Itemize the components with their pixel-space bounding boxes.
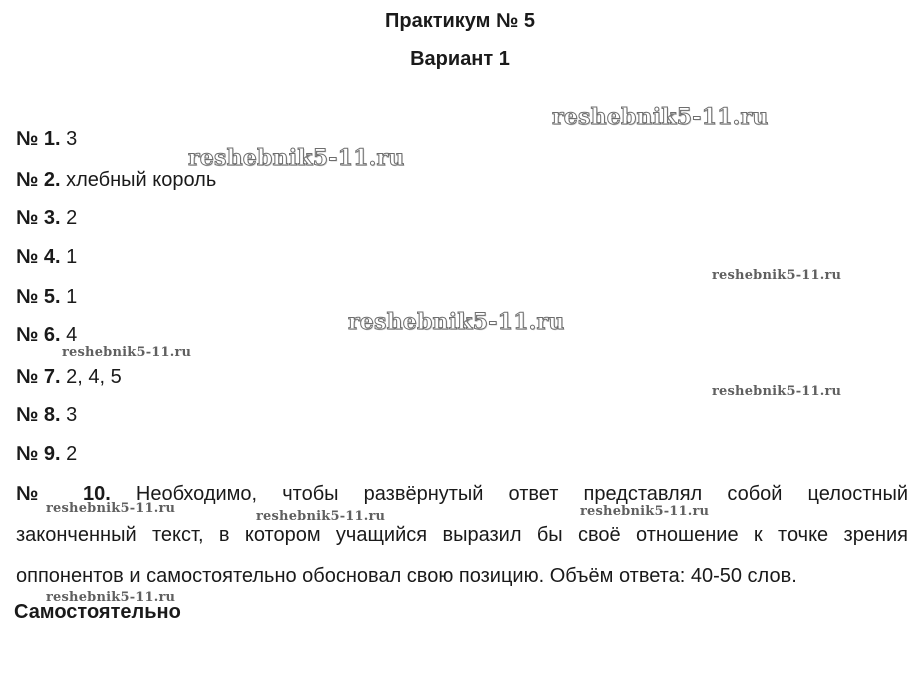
- answer-value: 3: [66, 128, 78, 150]
- watermark: reshebnik5-11.ru: [348, 309, 565, 335]
- watermark: reshebnik5-11.ru: [552, 104, 769, 130]
- answer-value: 2: [66, 443, 78, 465]
- answer-number: № 10.: [16, 483, 111, 505]
- answer-item: [16, 403, 77, 427]
- answer-item: [16, 285, 77, 309]
- watermark: reshebnik5-11.ru: [46, 501, 176, 516]
- answer-10-text-1: Необходимо, чтобы развёрнутый ответ представлял собой целостный: [135, 483, 909, 505]
- answer-item: [16, 206, 77, 230]
- watermark: reshebnik5-11.ru: [46, 590, 176, 605]
- watermark: reshebnik5-11.ru: [188, 145, 405, 171]
- answer-number: № 2.: [16, 169, 61, 191]
- watermark: reshebnik5-11.ru: [580, 504, 710, 519]
- answer-value: 2, 4, 5: [66, 366, 122, 388]
- watermark: reshebnik5-11.ru: [62, 345, 192, 360]
- answer-10-line-3: [16, 564, 908, 588]
- page-title: Практикум № 5: [384, 10, 535, 32]
- answer-value: 4: [66, 324, 78, 346]
- answer-item: [16, 127, 77, 151]
- answer-number: № 3.: [16, 207, 61, 229]
- answer-item: [16, 245, 77, 269]
- answer-item: [16, 323, 77, 347]
- answer-10-text-2: законченный текст, в котором учащийся выразил бы своё отношение к точке зрения: [16, 524, 908, 546]
- answer-value: 3: [66, 404, 78, 426]
- answer-value: 2: [66, 207, 78, 229]
- watermark: reshebnik5-11.ru: [712, 268, 842, 283]
- answer-number: № 4.: [16, 246, 61, 268]
- answer-number: № 8.: [16, 404, 61, 426]
- watermark: reshebnik5-11.ru: [712, 384, 842, 399]
- answer-value: 1: [66, 286, 78, 308]
- answer-10-line-2: [16, 523, 908, 547]
- watermark: reshebnik5-11.ru: [256, 509, 386, 524]
- answer-item: [16, 168, 216, 192]
- answer-item: [16, 442, 77, 466]
- answer-number: № 6.: [16, 324, 61, 346]
- section-heading: Самостоятельно: [14, 601, 181, 623]
- answer-number: № 7.: [16, 366, 61, 388]
- answer-value: хлебный король: [66, 169, 217, 191]
- variant-heading: Вариант 1: [410, 48, 510, 70]
- answer-value: 1: [66, 246, 78, 268]
- answer-number: № 1.: [16, 128, 61, 150]
- answer-10-text-3: оппонентов и самостоятельно обосновал свою позицию. Объём ответа: 40-50 слов.: [16, 565, 797, 587]
- answer-item: [16, 365, 122, 389]
- answer-number: № 5.: [16, 286, 61, 308]
- answer-number: № 9.: [16, 443, 61, 465]
